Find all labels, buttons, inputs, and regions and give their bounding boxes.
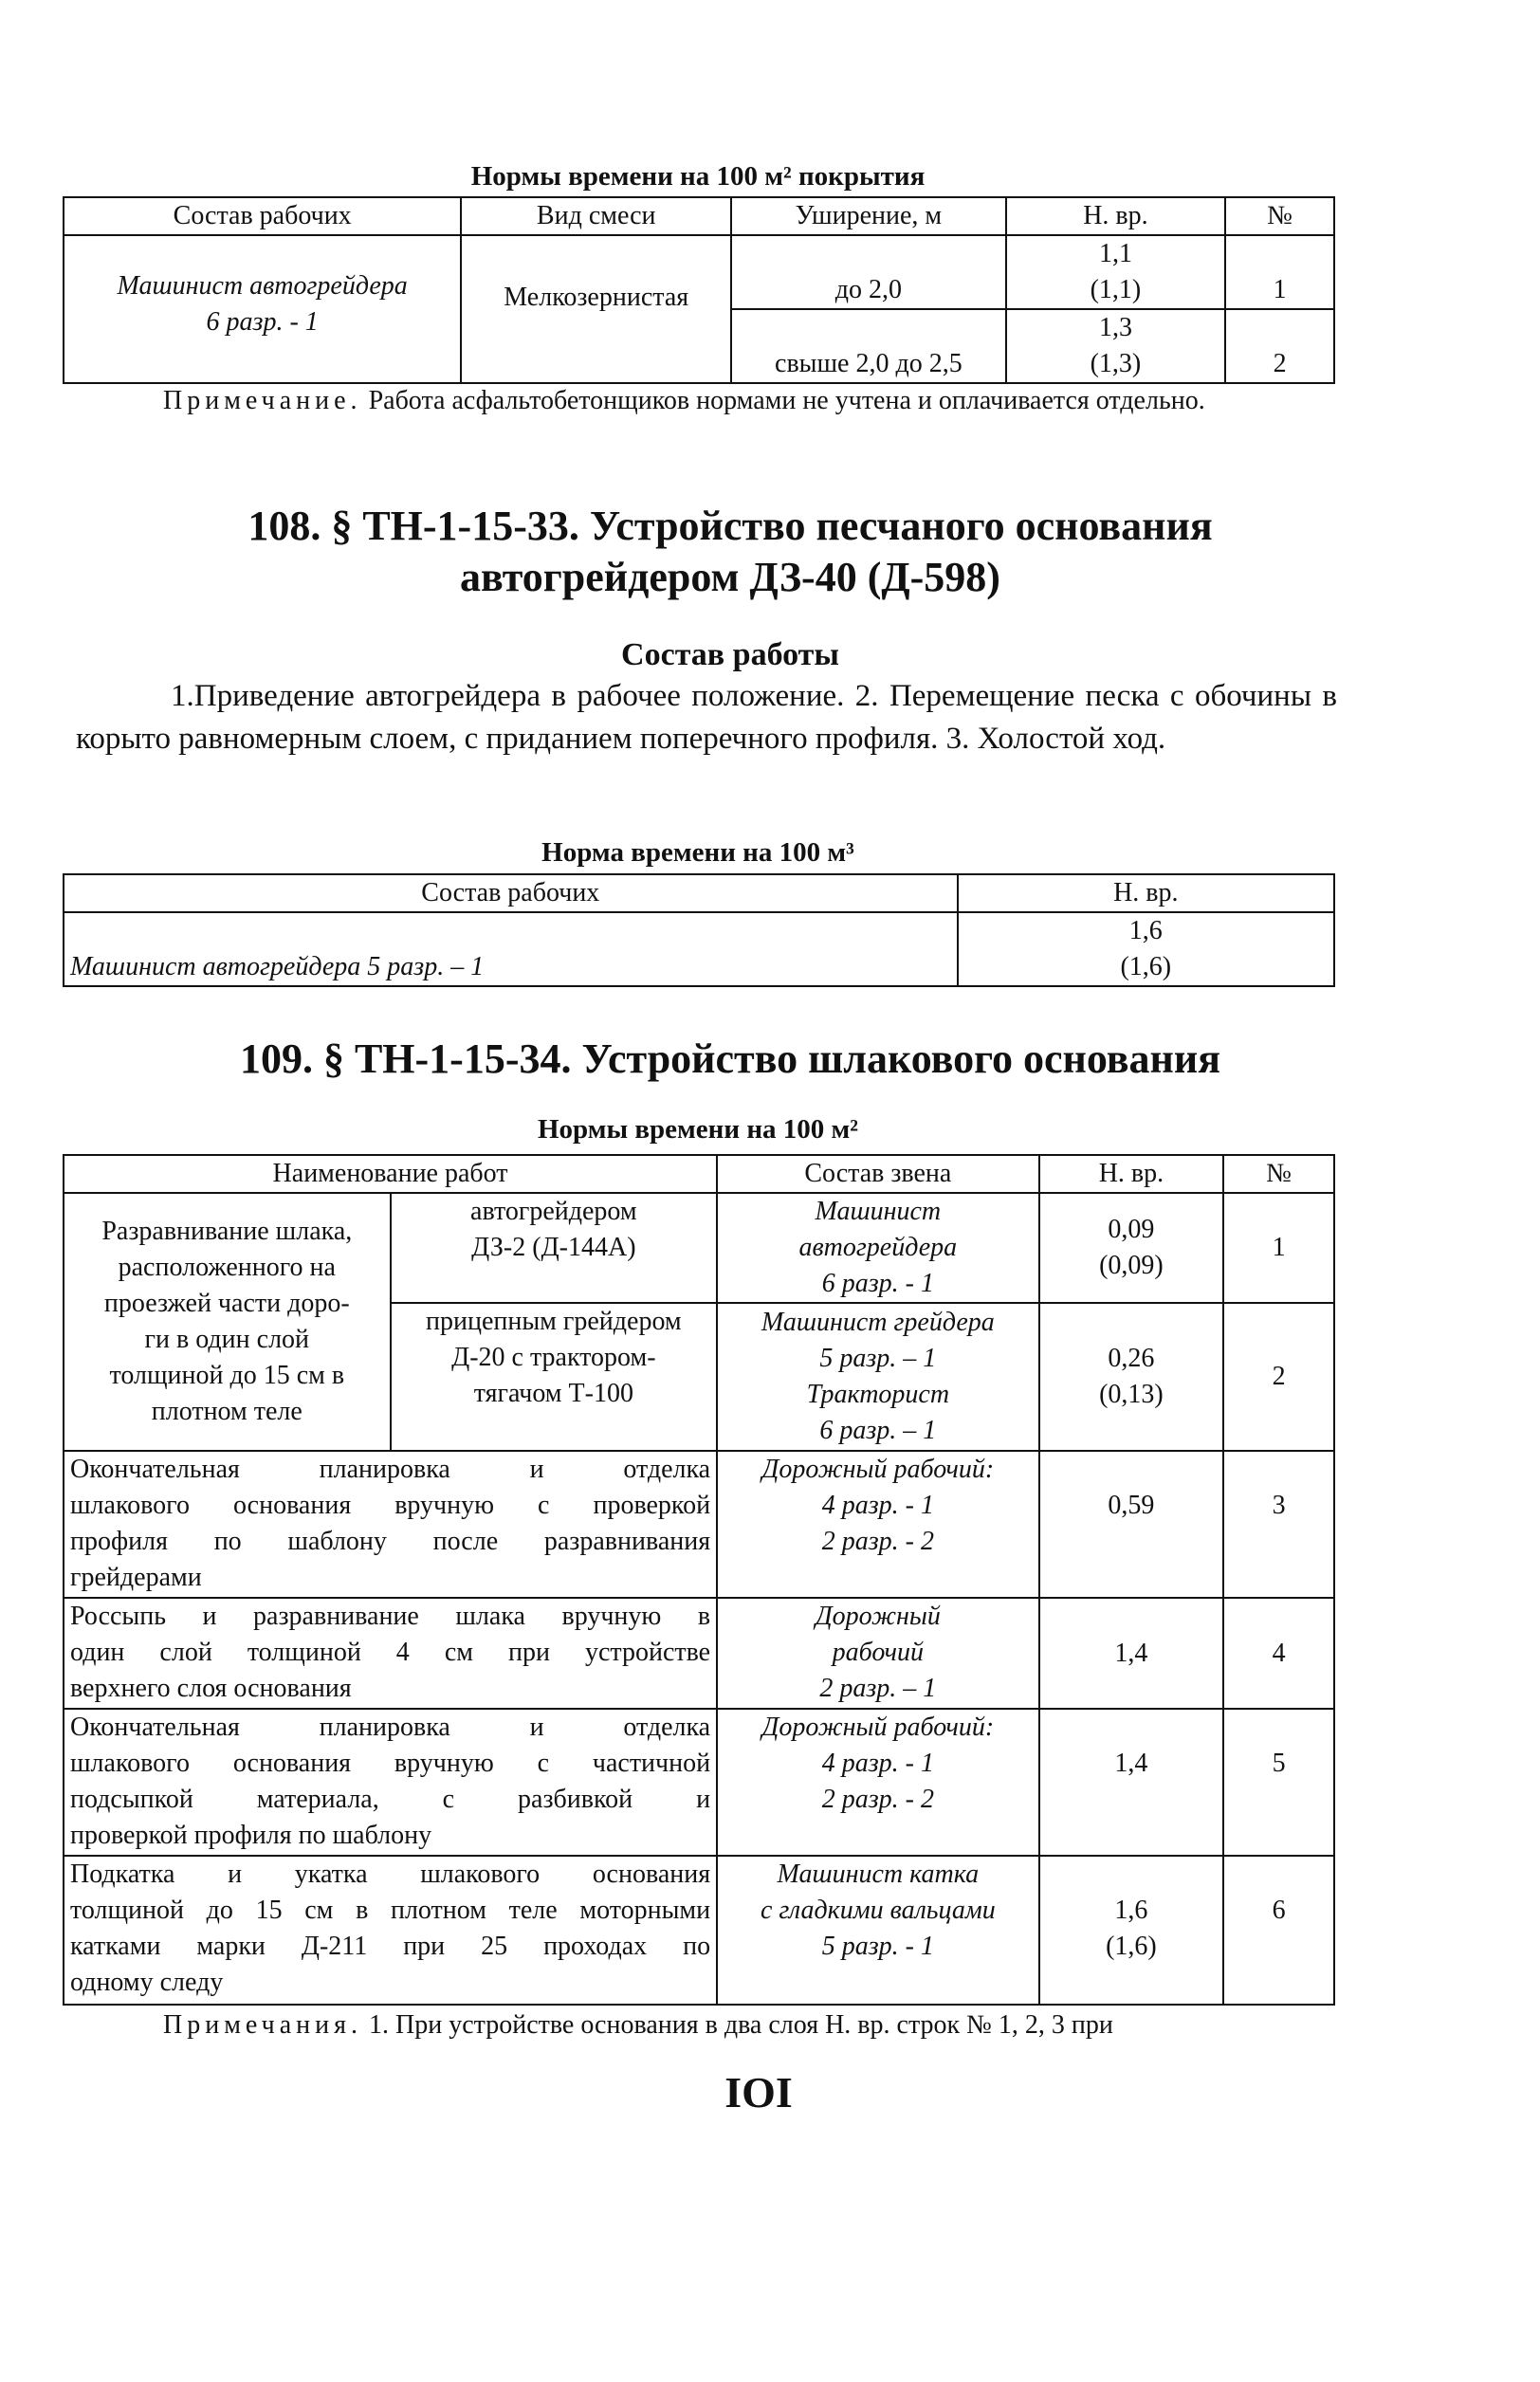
t1-norm-1 <box>1006 235 1226 309</box>
t3-r5-crew <box>717 1709 1039 1856</box>
t3-text-line: верхнего слоя основания <box>70 1674 352 1703</box>
t3-header-norm: Н. вр. <box>1039 1155 1224 1193</box>
t2-header-crew: Состав рабочих <box>64 874 958 912</box>
t3-text-line: с гладкими вальцами <box>760 1896 996 1925</box>
t3-norm-value: 1,6 <box>1114 1896 1148 1925</box>
t3-text-line: шлакового основания вручную с проверкой <box>70 1491 711 1520</box>
t3-text-line: 2 разр. - 2 <box>821 1785 934 1814</box>
t3-r6-name <box>64 1856 717 2005</box>
t3-text-line: грейдерами <box>70 1563 202 1592</box>
t3-r2-method <box>391 1303 718 1451</box>
t3-text-line: Дорожный <box>815 1602 941 1631</box>
t3-text-line: Д-20 с трактором- <box>451 1343 656 1372</box>
heading-line: 108. § ТН-1-15-33. Устройство песчаного основания <box>248 503 1213 549</box>
page-number: IOI <box>724 2068 793 2116</box>
t3-text-line: Машинист грейдера <box>761 1308 995 1337</box>
t3-text-line: Окончательная планировка и отделка <box>70 1455 711 1484</box>
t3-text-line: 5 разр. - 1 <box>821 1932 934 1961</box>
t3-r6-norm <box>1039 1856 1224 2005</box>
t1-width-2: свыше 2,0 до 2,5 <box>731 309 1006 383</box>
t3-text-line: 2 разр. - 2 <box>821 1527 934 1556</box>
t1-norm-value: 1,3 <box>1098 313 1132 342</box>
t3-text-line: толщиной до 15 см в плотном теле моторными <box>70 1896 711 1925</box>
t3-text-line: подсыпкой материала, с разбивкой и <box>70 1785 711 1814</box>
t3-header-num: № <box>1223 1155 1334 1193</box>
t3-text-line: шлакового основания вручную с частичной <box>70 1749 711 1778</box>
t3-text-line: Тракторист <box>806 1380 950 1409</box>
t3-norm-paren: (0,09) <box>1099 1251 1164 1280</box>
t3-r2-norm <box>1039 1303 1224 1451</box>
t3-text-line: профиля по шаблону после разравнивания <box>70 1527 711 1556</box>
t1-header-mix: Вид смеси <box>461 197 731 235</box>
t3-r1-crew <box>717 1193 1039 1303</box>
t3-r6-crew <box>717 1856 1039 2005</box>
t2-norm-paren: (1,6) <box>1120 952 1172 981</box>
t1-mix: Мелкозернистая <box>461 235 731 383</box>
t1-header-width: Уширение, м <box>731 197 1006 235</box>
t3-text-line: автогрейдера <box>798 1233 958 1262</box>
note-label: Примечание. <box>163 386 362 415</box>
work-composition-text: 1.Приведение автогрейдера в рабочее положение. 2. Перемещение песка с обочины в корыто равномерным слоем, с приданием поперечного профиля. 3. Холостой ход. <box>76 679 1337 756</box>
t3-r3-name <box>64 1451 717 1598</box>
t1-crew-line: 6 разр. - 1 <box>206 307 319 337</box>
t3-norm-paren: (0,13) <box>1099 1380 1164 1409</box>
t3-norm-paren: (1,6) <box>1106 1932 1157 1961</box>
t3-text-line: рабочий <box>832 1638 925 1667</box>
table3 <box>63 1154 1335 2006</box>
t3-text-line: катками марки Д-211 при 25 проходах по <box>70 1932 711 1961</box>
work-composition-title: Состав работы <box>621 637 839 672</box>
t3-text-line: 5 разр. – 1 <box>819 1344 937 1373</box>
heading-line: автогрейдером ДЗ-40 (Д-598) <box>460 554 1000 600</box>
t3-norm-value: 0,09 <box>1108 1215 1155 1244</box>
t2-header-norm: Н. вр. <box>958 874 1334 912</box>
t3-text-line: толщиной до 15 см в <box>109 1361 345 1390</box>
t3-r3-crew <box>717 1451 1039 1598</box>
t1-crew <box>64 235 461 383</box>
t3-r4-num: 4 <box>1223 1598 1334 1709</box>
t3-text-line: одному следу <box>70 1968 224 1997</box>
t3-r1-method <box>391 1193 718 1303</box>
table1-note <box>63 381 1333 421</box>
section-109-heading: 109. § ТН-1-15-34. Устройство шлакового основания <box>239 1035 1221 1082</box>
t1-header-norm: Н. вр. <box>1006 197 1226 235</box>
notes-text: 1. При устройстве основания в два слоя Н. вр. строк № 1, 2, 3 при <box>369 2010 1113 2040</box>
t3-text-line: автогрейдером <box>470 1197 637 1226</box>
t1-norm-paren: (1,3) <box>1090 349 1142 378</box>
t3-r5-num: 5 <box>1223 1709 1334 1856</box>
t3-r5-name <box>64 1709 717 1856</box>
t3-text-line: 4 разр. - 1 <box>821 1749 934 1778</box>
table2-caption: Норма времени на 100 м³ <box>541 837 854 868</box>
t3-text-line: Подкатка и укатка шлакового основания <box>70 1860 711 1889</box>
t3-text-line: Россыпь и разравнивание шлака вручную в <box>70 1602 711 1631</box>
t3-text-line: проверкой профиля по шаблону <box>70 1821 432 1850</box>
t1-norm-value: 1,1 <box>1098 239 1132 268</box>
t1-header-crew: Состав рабочих <box>64 197 461 235</box>
t3-text-line: Разравнивание шлака, <box>101 1217 353 1246</box>
section-108-heading <box>57 501 1403 603</box>
table3-note <box>63 2006 1333 2045</box>
t3-text-line: 2 разр. – 1 <box>819 1674 937 1703</box>
t3-text-line: один слой толщиной 4 см при устройстве <box>70 1638 711 1667</box>
t1-header-num: № <box>1225 197 1334 235</box>
t3-r1-num: 1 <box>1223 1193 1334 1303</box>
t3-text-line: ДЗ-2 (Д-144А) <box>471 1233 636 1262</box>
t3-r3-norm: 0,59 <box>1039 1451 1224 1598</box>
t3-r2-crew <box>717 1303 1039 1451</box>
t3-text-line: проезжей части доро- <box>103 1289 350 1318</box>
t2-norm <box>958 912 1334 986</box>
t3-r4-crew <box>717 1598 1039 1709</box>
t3-norm-value: 0,26 <box>1108 1344 1155 1373</box>
t3-r5-norm: 1,4 <box>1039 1709 1224 1856</box>
t3-group-name <box>64 1193 391 1451</box>
t3-text-line: ги в один слой <box>144 1325 310 1354</box>
table1-caption: Нормы времени на 100 м² покрытия <box>470 161 926 192</box>
t1-norm-paren: (1,1) <box>1090 275 1142 304</box>
t3-text-line: плотном теле <box>151 1397 302 1426</box>
t3-r3-num: 3 <box>1223 1451 1334 1598</box>
table2 <box>63 873 1335 987</box>
note-text: Работа асфальтобетонщиков нормами не учтена и оплачивается отдельно. <box>368 386 1205 415</box>
t1-crew-line: Машинист автогрейдера <box>117 271 408 301</box>
t3-text-line: Машинист <box>815 1197 942 1226</box>
t3-header-work: Наименование работ <box>64 1155 717 1193</box>
t3-text-line: 6 разр. – 1 <box>819 1416 937 1445</box>
t3-r4-norm: 1,4 <box>1039 1598 1224 1709</box>
t3-text-line: Машинист катка <box>777 1860 980 1889</box>
t3-header-crew: Состав звена <box>717 1155 1039 1193</box>
t3-text-line: Дорожный рабочий: <box>761 1713 995 1742</box>
t3-text-line: Окончательная планировка и отделка <box>70 1713 711 1742</box>
t3-r2-num: 2 <box>1223 1303 1334 1451</box>
table1 <box>63 196 1335 384</box>
t1-width-1: до 2,0 <box>731 235 1006 309</box>
t1-num-2: 2 <box>1225 309 1334 383</box>
t1-num-1: 1 <box>1225 235 1334 309</box>
t3-r4-name <box>64 1598 717 1709</box>
t3-text-line: прицепным грейдером <box>426 1307 682 1336</box>
t1-norm-2 <box>1006 309 1226 383</box>
t2-crew: Машинист автогрейдера 5 разр. – 1 <box>64 912 958 986</box>
t3-r6-num: 6 <box>1223 1856 1334 2005</box>
t3-text-line: тягачом Т-100 <box>473 1379 633 1408</box>
t3-text-line: 6 разр. - 1 <box>821 1269 934 1298</box>
t3-r1-norm <box>1039 1193 1224 1303</box>
t2-norm-value: 1,6 <box>1128 916 1163 945</box>
t3-text-line: Дорожный рабочий: <box>761 1455 995 1484</box>
t3-text-line: 4 разр. - 1 <box>821 1491 934 1520</box>
table3-caption: Нормы времени на 100 м² <box>537 1114 858 1145</box>
notes-label: Примечания. <box>163 2010 363 2040</box>
t3-text-line: расположенного на <box>118 1253 336 1282</box>
